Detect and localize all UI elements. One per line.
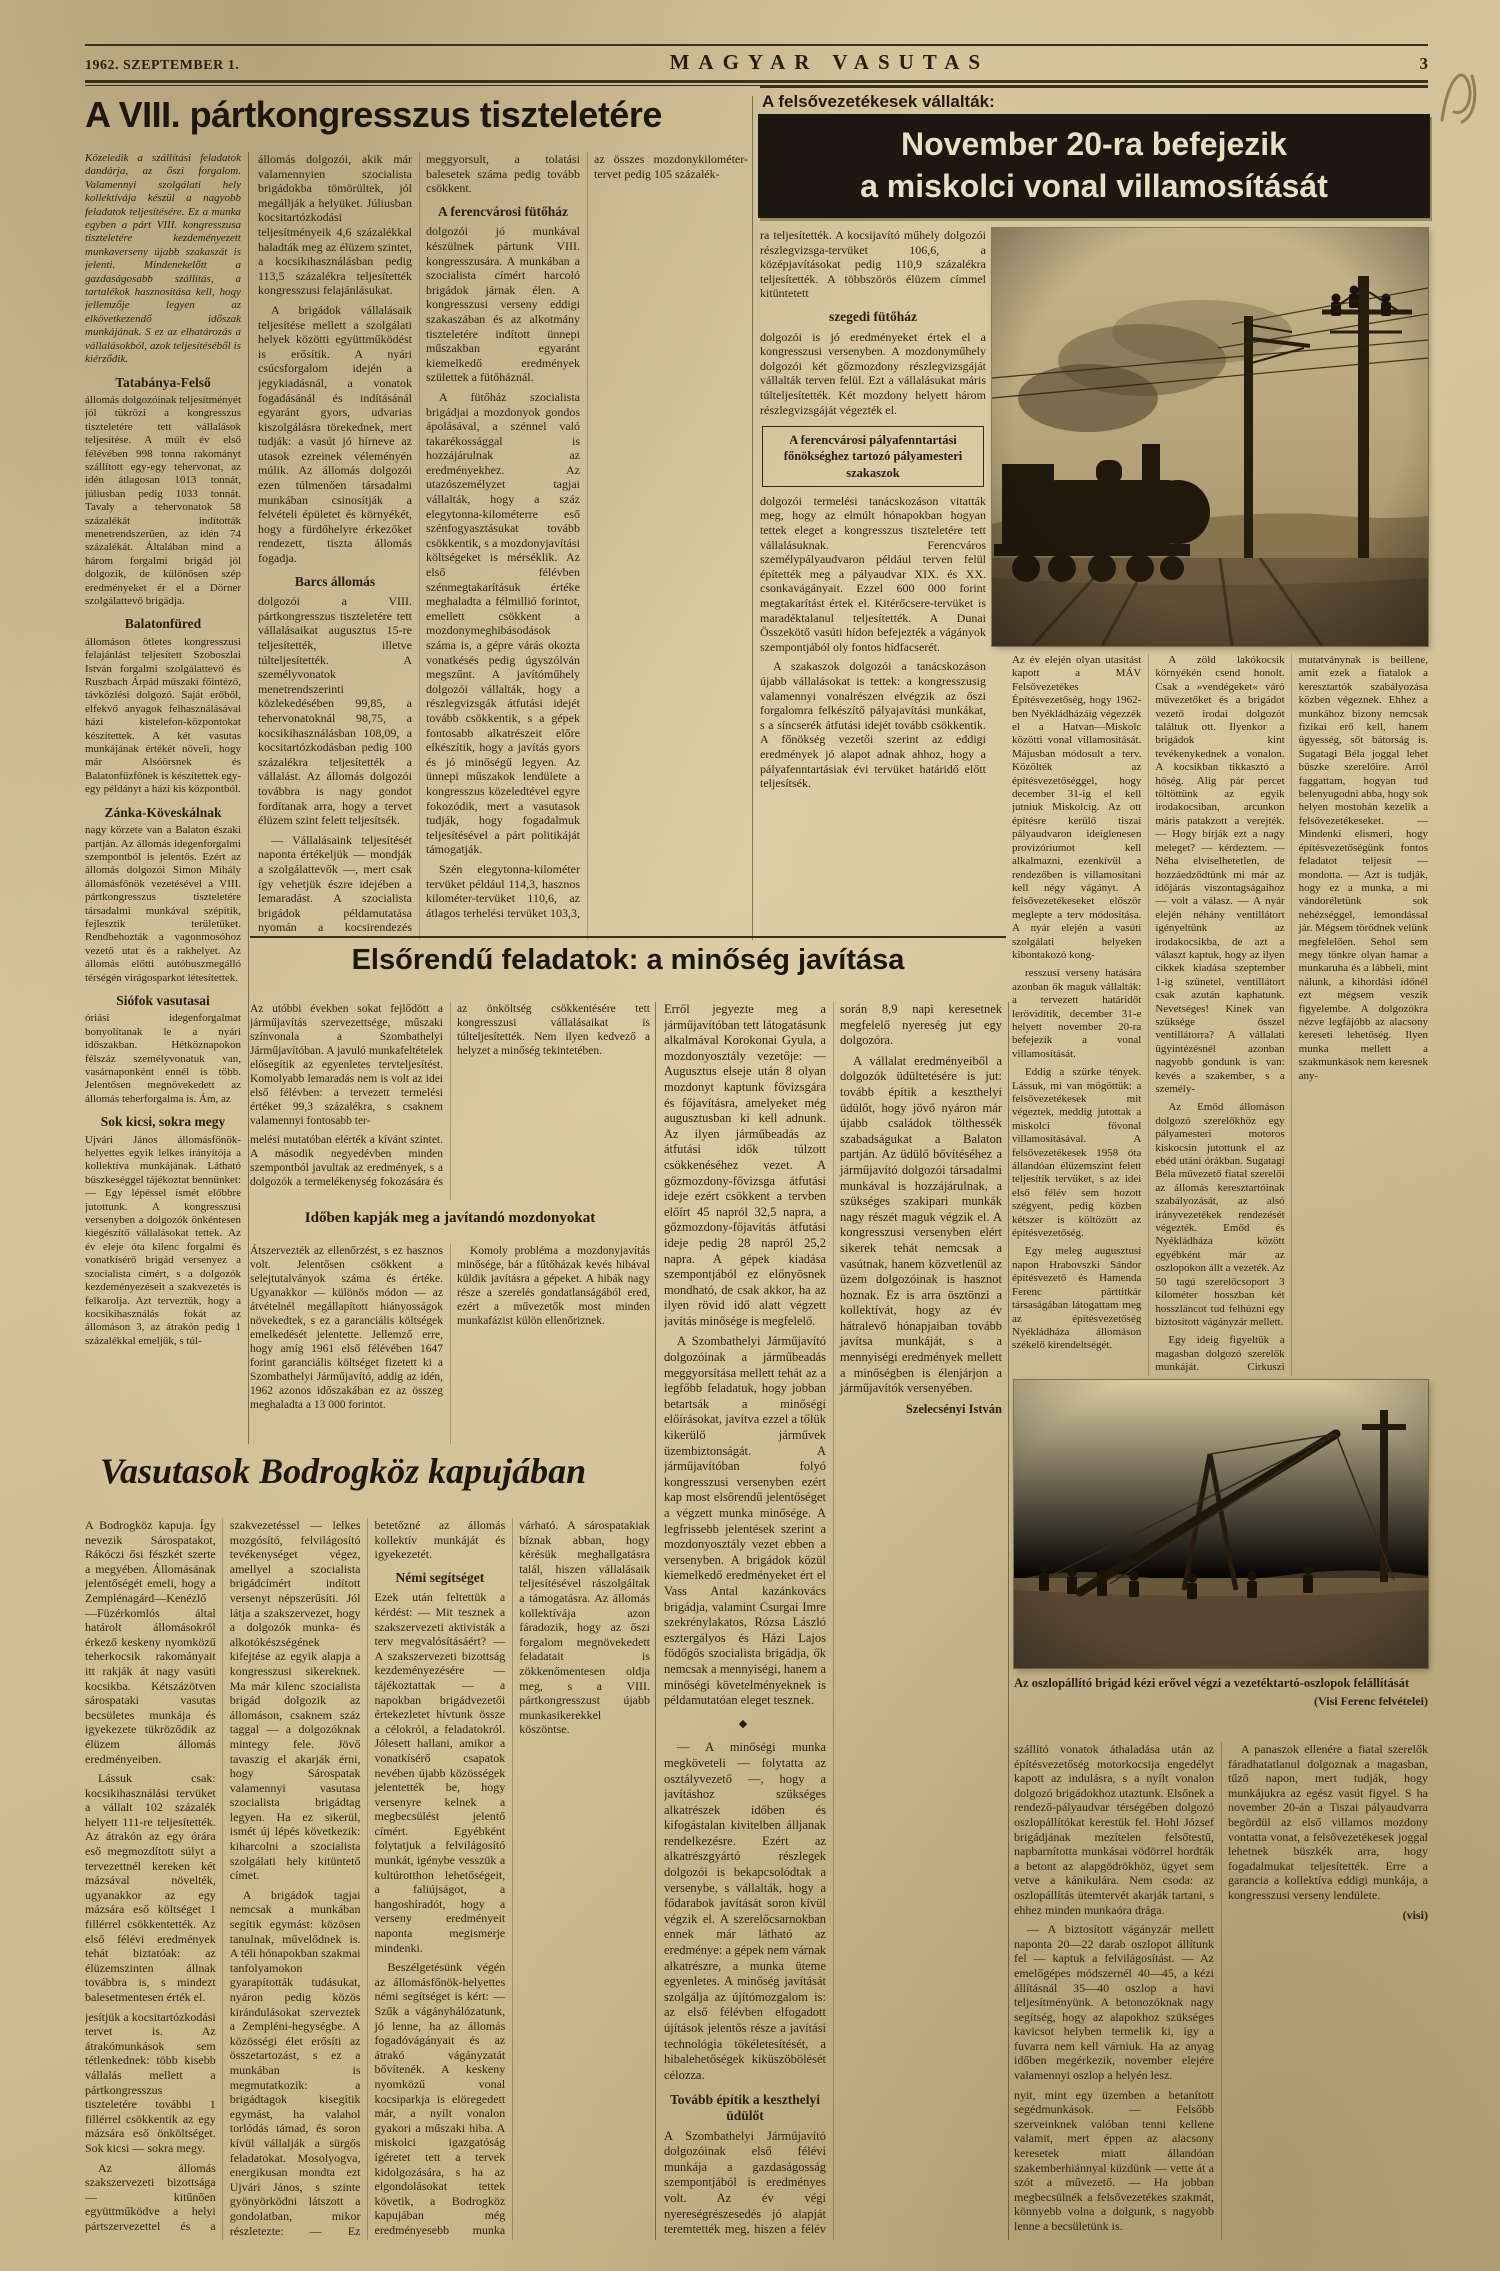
body-text: A Bodrogköz kapuja. Így nevezik Sárospatakot, Rákóczi ősi fészkét szerte a megyében. Állomásának jelentőségét emeli, hogy a Zemplénagárd—Kenézlő—Füzérkomlós által határolt állomásokról érkező keskeny nyomközű teherkocsik rakományait itt rakják át nagy vasúti kocsikba. Kétszázötven sárospataki vasutas becsületes munkája és igyekezete tükröződik az élüzem állomás eredményeiben.	[85, 1518, 216, 1766]
pole-raising-photo-image	[1014, 1380, 1428, 1668]
subheading-palyafenntartas-box: A ferencvárosi pályafenntartási főnökséghez tartozó pályamesteri szakaszok	[762, 426, 984, 487]
page-number: 3	[1419, 54, 1428, 73]
body-text: nyit, mint egy üzemben a betanított segédmunkások. — Felsőbb szerveinknek valóban tenni kellene valamit, mert éppen az alacsony keresetek miatt állandóan szakemberhiánnyal küzdünk — vette át a szót a művezető. — Ha jobban megbecsülnék a felsővezetékes szakmát, könnyebb volna a dolgunk, s nagyobb lenne a becsületünk is.	[1014, 2087, 1214, 2233]
paper-title: MAGYAR VASUTAS	[669, 50, 990, 74]
author-signature: Szelecsényi István	[905, 1401, 1002, 1416]
catenary-locomotive-photo	[992, 228, 1428, 646]
congress-columns-2-4	[258, 152, 748, 940]
quality-left-bottom	[250, 1244, 650, 1444]
photo-credit: (Visi Ferenc felvételei)	[1314, 1693, 1428, 1708]
body-text: Az állomás szakszervezeti bizottsága — kitűnően együttműködve a helyi pártszervezettel és a szakvezetéssel — lelkes mozgósító, felvilágosító tevékenységet végez, amellyel a szocialista brigádcímért indított versenyt népszerűsíti. Jól látja a szakszervezet, hogy a dolgozók munka- és alkotókészségének kifejtése az egyik alapja a kongresszusi sikereknek. Ma már kilenc szocialista brigád dolgozik az állomáson, csaknem száz taggal — a dolgozóknak mintegy fele. Jövő tavaszig el akarják érni, hogy Sárospatak valamennyi vasutasa szocialista brigádtag legyen. Ha ez sikerül, ismét új lépés következik: kiharcolni a szocialista szolgálati hely kitüntető címet.	[85, 1518, 361, 2233]
body-text: — Vállalásaink teljesítését naponta értékeljük — mondják a szolgálattevők —, mert csak így vehetjük észre idejében a lemaradást. A szocialista brigádok példamutatása nyomán a kocsirendezés meggyorsult, a tolatási balesetek száma pedig tovább csökkent.	[258, 152, 580, 935]
body-text: A szakaszok dolgozói a tanácskozáson újabb vállalásokat is tettek: a kongresszusig valamennyi vonalrészen elvégzik az őszi forgalomra felkészítő pályajavítási munkákat, s a síncserék átfutási idejét tovább csökkentik. A főnökség vezetői szerint az eddigi eredmények jó alapot adnak ahhoz, hogy a pályafenntartásiak évi tervüket határidő előtt teljesítsék.	[760, 659, 986, 791]
body-text: A vállalat eredményeiből a dolgozók üdültetésére is jut: tovább építik a keszthelyi üdülőt, hogy jövő nyáron már újabb családok tölthessék szabadságukat a Balaton partján. Az üdülő bővítéséhez a járműjavító dolgozói társadalmi munkával is hozzájárulnak, a szükséges szakipari munkák nagy részét maguk végzik el. A kongresszusi versenyben elért sikerek tehát nemcsak a vasútnak, hanem közvetlenül az üzem dolgozóinak is hasznot hoznak. Ez is arra ösztönzi a kollektívát, hogy az év hátralevő hónapjaiban tovább javítsa munkáját, s a mennyiségi eredmények mellett a minőségben is élenjárjon a járműjavítók versenyében.	[840, 1053, 1002, 1396]
body-text: jesítjük a kocsitartózkodási tervet is. Az átrakómunkások sem tétlenkednek: több kisebb vállalás mellett a pártkongresszus tiszteletére további 1 fillérrel csökkentik az egy mázsára eső önköltséget. Sok kicsi — sokra megy.	[85, 2009, 216, 2155]
body-text: Komoly probléma a mozdonyjavítás minősége, bár a fűtőházak kevés hibával küldik javításra a gépeket. A hibák nagy része a szerelés gondatlanságából ered, ezért a művezetők most minden munkafázist külön ellenőriznek.	[457, 1245, 650, 1327]
body-text: dolgozói termelési tanácskozáson vitatták meg, hogy az elmúlt hónapokban hogyan tettek eleget a kongresszus tiszteletére tett vállalásuknak. Ferencváros személypályaudvaron például terven felül építették meg a pályaudvar XIX. és XX. csonkavágányait. Ezzel 600 000 forint megtakarítást értek el. Kitérőcsere-tervüket is maradéktalanul teljesítették. A Dunai Összekötő vasúti hídon befejezték a vágányok szempontjából oly fontos hídfacserét.	[760, 493, 986, 654]
bodrogkoz-headline: Vasutasok Bodrogköz kapujában	[100, 1451, 587, 1491]
subheading-balatonfured: Balatonfüred	[124, 616, 202, 632]
body-text: Eddig a szürke tények. Lássuk, mi van mögöttük: a felsővezetékesek mit végeztek, meddig jutottak a miskolci fővonal villamosításával. A felsővezetékesek 1958 óta állandóan élüzemszint felett teljesítik tervüket, s az idei első félév sem hozott szégyent, pedig közben kétszer is költözött az építésvezetőség.	[1012, 1066, 1142, 1240]
body-text: dolgozói a VIII. pártkongresszus tiszteletére tett vállalásaikat augusztus 15-re teljesítették, illetve túlteljesítették. A személyvonatok menetrendszerinti közlekedésében 99,85, a tehervonatoknál 98,75, a kocsikihasználásban 108,09, a kocsitartózkodásban pedig 100 százalékra teljesítették a vállalást. Az állomás dolgozói továbbra is nagy gondot fordítanak arra, hogy a tervet élüzem szint felett teljesítsék.	[258, 594, 412, 828]
subheading-barcs: Barcs állomás	[294, 573, 376, 589]
subheading-keszthelyi-udulo: Tovább építik a keszthelyi üdülőt	[670, 2092, 820, 2123]
body-text: melési mutatóban elérték a kívánt szintet. A második negyedévben minden szempontból javultak az eredmények, s a dolgozók a termelékenység fokozására és az önköltség csökkentésére tett kongresszusi vállalásaikat is túlteljesítették. Nem ilyen kedvező a helyzet a minőség tekintetében.	[250, 1003, 650, 1188]
body-text: Ezek után feltettük a kérdést: — Mit tesznek a szakszervezeti aktivisták a terv megvalósításáért? — A szakszervezeti bizottság kezdeményezésére — tájékoztattak — a napokban brigádvezetői értekezletet hívtunk össze a célokról, a feladatokról. Jólesett hallani, amikor a vonatkísérő csapatok nevében újabb közösségek jelentették be, hogy versenyre kelnek a megbecsülést jelentő címért. Egyébként folytatjuk a felvilágosító munkát, igénybe vesszük a kultúrotthon lehetőségeit, a faliújságot, a hangoshíradót, hogy a verseny eredményeit naponta megismerje mindenki.	[374, 1590, 506, 1955]
body-text: ra teljesítették. A kocsijavító műhely dolgozói részlegvizsga-tervüket 106,6, a középjavításokat pedig 110,9 százalékra teljesítették. A többszörös élüzem címmel kitüntetett	[760, 228, 986, 301]
bodrogkoz-columns	[85, 1518, 650, 2240]
catenary-locomotive-photo-image	[992, 228, 1428, 646]
body-text: Egy ideig figyeltük a magasban dolgozó szerelők munkáját. Cirkuszi mutatványnak is beillene, amit ezek a fiatalok a keresztartók szabályozása közben végeznek. Ehhez a munkához bizony nemcsak fizikai erő kell, hanem ügyesség, sőt bátorság is. Sugatagi Béla joggal lehet büszke szerelőire. Arról faggattam, hogyan tud belenyugodni abba, hogy sok helyen mostohán kezelik a felsővezetékeseket. — Mindenki elismeri, hogy építésvezetőségünk fontos feladatot teljesít — mondotta. — Azt is tudják, hogy ez a munka, a mi vándoréletünk sok nehézséggel, lemondással jár. Mégsem törődnek velünk megfelelően. Sehol sem megy tönkre olyan hamar a munkaruha és a lábbeli, mint nálunk, a kihordási időnél ezt mégsem veszik figyelembe. A dolgozókra nézve legfájóbb az alacsony kereseti lehetőség. Ilyen munka mellett a szakmunkások nem keresnek any-	[1155, 654, 1428, 1374]
body-text: Lássuk csak: kocsikihasználási tervüket a vállalt 102 százalék helyett 111-re teljesítették. Az átrakón az egy órára eső megmozdított súlyt a tervezettnél kereken két mázsával növelték, ugyanakkor az egy mázsára eső költséget 1 fillérrel csökkentették. Az első félévi eredmények tehát biztatóak: az élüzemszinten állnak továbbra is, s mindezt balesetmentesen érték el.	[85, 1771, 216, 2004]
section-divider	[655, 1002, 656, 2240]
body-text: szállító vonatok áthaladása után az építésvezetőség motorkocsija engedélyt kapott az indulásra, s a nyílt vonalon dolgozó brigádokhoz utaztunk. Elsőnek a rendező-pályaudvar térségében dolgozó oszlopállítókat kerestük fel. Hohl József brigádjának mezítelen felsőtestű, napbarnította munkásai vödörrel hordták a betont az alapgödrökhöz, ügyet sem vetve a kánikulára. Nem csoda: az oszlopállítás ütemtervét akarják tartani, s ehhez minden munkaóra drága.	[1014, 1742, 1214, 1917]
subheading-nemi-segitseget: Némi segítséget	[395, 1569, 485, 1585]
quality-right-columns	[664, 1002, 1002, 2240]
masthead-rule-bottom	[85, 80, 1428, 83]
column-divider	[248, 152, 249, 1444]
congress-column-1	[85, 152, 241, 1444]
body-text: dolgozói jó munkával készülnek pártunk VIII. kongresszusára. A munkában a szocialista címért harcoló brigádok járnak élen. A kongresszusi verseny eddigi szakaszában és az alkotmány tiszteletére indított ünnepi műszakban egyaránt kiemelkedő eredmények születtek a fütőháznál.	[426, 224, 580, 385]
section-divider	[1008, 1002, 1009, 2240]
quality-banner-headline: Elsőrendű feladatok: a minőség javítása	[351, 944, 905, 976]
body-text: A Szombathelyi Járműjavító dolgozóinak első félévi munkája a gazdaságosság szempontjából is eredményes volt. Az év végi nyereségrészesedés jó alapját teremtették meg, hiszen a félév során 8,9 napi keresetnek megfelelő nyereség jut egy dolgozóra.	[664, 1002, 1002, 2237]
body-text: Az év elején olyan utasítást kapott a MÁV Felsővezetékes Építésvezetőség, hogy 1962-ben Nyékládházáig végezzék el a Hatvan—Miskolc közötti vonal villamosítását. Májusban módosult a terv. Közölték az építésvezetőséggel, hogy december 31-ig el kell jutniuk Miskolcig. Az ott építésre kerülő tiszai pályaudvaron ideiglenesen provizóriumot kell alkalmazni, ezenkívül a rendezőben is villamosítani kell négy vágányt. A felsővezetékeseket először meglepte a terv módosítása. A nyár elején a vasúti szolgálati helyeken kibontakozó kong-	[1012, 654, 1142, 961]
electrification-headline	[758, 114, 1430, 218]
subheading-sok-kicsi: Sok kicsi, sokra megy	[100, 1114, 226, 1130]
author-signature: (visi)	[1402, 1907, 1428, 1922]
pole-raising-photo	[1014, 1380, 1428, 1668]
body-text: Egy meleg augusztusi napon Hrabovszki Sándor építésvezető és Hamenda Ferenc párttitkár társaságában látogattam meg az építésvezetőség Nyékládháza állomáson székelő kirendeltségét.	[1012, 1245, 1142, 1352]
body-text: Az Emőd állomáson dolgozó szerelőkhöz egy pályamesteri motoros kiskocsin jutottunk el az ebéd utáni órákban. Sugatagi Béla művezető fiatal szerelői az állomás keresztartóinak szabályozását, az alsó irányvezetékek rendezését végezték. Emőd és Nyékládháza között egyébként már az oszlopokon állt a vezeték. Az 50 tagú szerelőcsoport 3 kilométer hosszban két hosszláncot tud felhúzni egy biztosított vágányzár mellett.	[1155, 1101, 1285, 1328]
body-text: A fütőház szocialista brigádjai a mozdonyok gondos ápolásával, a szénnel való takarékossággal is hozzájárulnak az eredményekhez. Az utazószemélyzet tagjai vállalták, hogy a száz elegytonna-kilométerre eső szénfogyasztásukat tovább csökkentik, s a mozdonyjavítási költségeket is mérséklik. Az első félévben szénmegtakarításuk értéke meghaladta a félmillió forintot, emellett csökkent a mozdonymeghibásodások száma is, a gépre várás okozta vonatkésés pedig úgyszólván megszűnt. A javítóműhely dolgozói vállalták, hogy a részlegvizsgák átfutási idejét tovább csökkentik, s a gépek fontosabb alkatrészeit előre elkészítik, hogy a javítás gyors és jó minőségű legyen. Az ünnepi műszakok lendülete a kongresszus közeledtével egyre fokozódik, mert a vasutasok tudják, hogy fogadalmuk teljesítésével a párt politikáját támogatják.	[426, 389, 580, 857]
body-text: Ujvári János állomásfőnök-helyettes egyik lelkes irányítója a kollektíva munkájának. Látható büszkeséggel tájékoztat bennünket: — Egy lépéssel ismét előbbre jutottunk. A kongresszusi versenyben a dolgozók önkéntesen kiegészítő vállalásokat tettek. Az év eleje óta kilenc forgalmi és vonatkísérő brigád versenyez a szocialista címért, s a dolgozók kezdeményezéseit a szakvezetés is felkarolja. Azt terveztük, hogy a kocsikihasználás fokát az állomáson 3, az átrakón pedig 1 százalékkal emeljük, s túl-	[85, 1133, 241, 1347]
body-text: Átszervezték az ellenőrzést, s ez hasznos volt. Jelentősen csökkent a selejtutalványok száma és értéke. Ugyanakkor — különös módon — az átvételnél megállapított hiányosságok növekedtek, s ez a garanciális költségek emelkedését jelentette. Jellemző erre, hogy amíg 1961 első félévében 1647 forint garanciális költséget fizetett ki a Szombathelyi Járműjavító, addig az idén, 1962 azonos időszakában ez az összeg meghaladta a 13 000 forintot.	[250, 1245, 443, 1411]
kicker-rule	[760, 86, 1428, 88]
body-text: óriási idegenforgalmat bonyolítanak le a nyári időszakban. Hétköznapokon félszáz személyvonatuk van, vasárnaponként ennél is több. Jelentősen megnövekedett az állomás teherforgalma is. Ám, az	[85, 1012, 241, 1105]
photo-caption	[1014, 1676, 1428, 1709]
congress-headline: A VIII. pártkongresszus tiszteletére	[85, 94, 662, 135]
body-text: — A minőségi munka megköveteli — folytatta az osztályvezető —, hogy a javításhoz szükséges alkatrészek időben és kifogástalan kivitelben álljanak rendelkezésre. Ezért az alkatrészgyártó részlegek dolgozói is bekapcsolódtak a versenybe, s vállalták, hogy a fődarabok javítását soron kívül végzik el. A szerelőcsarnokban ennek már látható az eredménye: a gépek nem várnak alkatrészre, a munka üteme egyenletes. A minőség javítását szolgálja az újítómozgalom is: az első félévben elfogadott újítások jelentős része a javítási technológia tökéletesítését, a hibalehetőségek kiküszöbölését célozza.	[664, 1740, 826, 2082]
congress-intro: Közeledik a szállítási feladatok dandárja, az őszi forgalom. Valamennyi szolgálati hely kollektívája készül a nagyobb feladatok teljesítésére. Ez a munka egyben a párt VIII. kongresszusa tiszteletére kezdeményezett munkaverseny újabb szakaszát is jelenti. Mindenekelőtt a gazdaságosabb szállítás, a tartalékok hasznosítása kell, hogy jellemzője legyen az elkövetkezendő időszak munkájának. S ez az elhatározás a vállalásokból, azok teljesítéséből is kiérződik.	[85, 152, 241, 366]
body-text: A zöld lakókocsik környékén csend honolt. Csak a »vendégeket« váró művezetőket és a brigádot vezető irodai dolgozót találtuk ott. Ilyenkor a brigádok kint tevékenykednek a vonalon. A kocsikban tikkasztó a hőség. Alig pár percet töltöttünk az egyik irodakocsiban, arcunkon máris patakzott a verejték. — Hogy bírják ezt a nagy meleget? — kérdeztem. — Néha elviselhetetlen, de hozzáedződtünk mi már az időjárás viszontagságaihoz — volt a válasz. — A nyár elején néhány ventillátort igényeltünk az irodakocsikba, de azt a választ kaptuk, hogy az ilyen cikkek kiadása szeptember 1-ig szünetel, ventillátort csak azután kaphatunk. Nevetséges! Kinek van szüksége ősszel ventillátorra? A vállalati ügyintézésnél azonban nagyobb gondunk is van: kevés a szakember, s a személy-	[1155, 654, 1285, 1095]
photo-caption-text: Az oszlopállító brigád kézi erővel végzi a vezetéktartó-oszlopok felállítását	[1014, 1676, 1410, 1690]
electrification-kicker: A felsővezetékesek vállalták:	[762, 92, 995, 111]
body-text: A panaszok ellenére a fiatal szerelők fáradhatatlanul dolgoznak a magasban, tűző napon, mert tudják, hogy munkájukra az egész vasút figyel. S ha november 20-án a Tiszai pályaudvarra begördül az első villamos mozdony vontatta vonat, a felsővezetékesek joggal lehetnek büszkék arra, hogy fogadalmukat teljesítették. Erre a garancia a kollektíva eddigi munkája, a kongresszusi verseny lendülete.	[1228, 1742, 1428, 1902]
subheading-idoben-kapjak: Időben kapják meg a javítandó mozdonyokat	[304, 1210, 596, 1226]
body-text: állomás dolgozói, akik már valamennyien szocialista brigádokba tömörültek, jól megállják a helyüket. Júliusban kocsitartózkodási teljesítményeik 4,6 százalékkal haladták meg az élüzem szintet, a kocsikihasználásban pedig 113,5 százalékra teljesítették kongresszusi felajánlásukat.	[258, 152, 412, 298]
electrification-bottom-columns	[1014, 1742, 1428, 2240]
pencil-mark	[1432, 58, 1486, 130]
masthead	[85, 50, 1428, 75]
subheading-zanka: Zánka-Köveskálnak	[104, 804, 222, 820]
subheading-szegedi-futohaz: szegedi fütőház	[828, 308, 918, 324]
body-text: dolgozói is jó eredményeket értek el a kongresszusi versenyben. A mozdonyműhely dolgozói két gőzmozdony részlegvizsgáját vállalták terven felül. Ezt a vállalásukat máris túlteljesítették. Két mozdony helyett három részlegvizsgáját végezték el.	[760, 329, 986, 417]
issue-date: 1962. SZEPTEMBER 1.	[85, 58, 240, 73]
body-text: Beszélgetésünk végén az állomásfőnök-helyettes némi segítséget is kért: — Szűk a vágányhálózatunk, jó lenne, ha az állomás fogadóvágányait és az átrakó vágányzatát bővítenék. A keskeny nyomközű vonal kocsiparkja is elöregedett már, a nyílt vonalon gyakori a műszaki hiba. A miskolci igazgatóság ígéretet tett a tervek kidolgozására, s ha az elgondolásokat tettek követik, a Bodrogköz kapujában még eredményesebb munka várható. A sárospatakiak bíznak abban, hogy kérésük meghallgatásra talál, hiszen vállalásaik teljesítésével rászolgáltak a támogatásra. Az állomás kollektívája azon fáradozik, hogy az őszi forgalom megnövekedett feladatait is zökkenőmentesen oldja meg, s a VIII. pártkongresszust újabb munkasikerekkel köszöntse.	[374, 1518, 650, 2237]
depot-column	[760, 228, 986, 940]
quality-left-top	[250, 1002, 650, 1200]
section-divider	[752, 96, 753, 940]
subheading-siofok: Siófok vasutasai	[116, 992, 210, 1008]
body-text: A brigádok vállalásaik teljesítése mellett a szolgálati helyek közötti együttműködést is erősítik. A nyári csúcsforgalom idején a jegykiadásnál, a vonatok fogadásánál és indításánál egyaránt gyors, udvarias kiszolgálásra törekednek, mert tudják: a vasút jó hírneve az utasok ezreinek véleményén múlik. Az állomás dolgozói ezen túlmenően társadalmi munkában csinosítják a felvételi épületet és környékét, hogy a fürdőhelyre érkezőket rendezett, tiszta állomás fogadja.	[258, 302, 412, 566]
body-text: resszusi verseny hatására azonban ők maguk vállalták: a tervezett határidőt lerövidítik, december 31-e helyett november 20-ra befejezik a vonal villamosítását.	[1012, 967, 1142, 1060]
headline-line-1: November 20-ra befejezik	[901, 126, 1287, 163]
body-text: állomáson ötletes kongresszusi felajánlást teljesített Szoboszlai István forgalmi szolgálattevő és Ruszbach Árpád műszaki főintéző, távközlési dolgozó. Saját erőből, elfekvő anyagok felhasználásával házi kistelefon-központokat készítettek. A két vasutas munkájának értékét növeli, hogy már Alsóörsnek és Balatonfűzfőnek is készítettek egy-egy példányt a házi kis központból.	[85, 635, 241, 796]
body-text: Szén elegytonna-kilométer tervüket például 114,3, hasznos kilométer-tervüket 110,6, az átlagos terhelési tervüket 103,3, az összes mozdonykilométer-tervet pedig 105 százalék-	[426, 152, 748, 920]
body-text: — A biztosított vágányzár mellett naponta 20—22 darab oszlopot állítunk fel — kaptuk a felvilágosítást. — Az emelőgépes módszernél 40—45, a kézi állításnál 35—40 oszlop a havi teljesítményünk. A betonozóknak nagy segítség, hogy az alapokhoz szükséges kavicsot helyben termelik ki, így a fuvarra nem kell várniuk. Ha az anyag időben megérkezik, november elejére valamennyi oszlop a helyén lesz.	[1014, 1922, 1214, 2083]
body-text: nagy körzete van a Balaton északi partján. Az állomás idegenforgalmi szempontból is jelentős. Ezért az állomás dolgozói Simon Mihály állomásfőnök vezetésével a VIII. pártkongresszus tiszteletére társadalmi munkával szépítik, fejlesztik területüket. Rendbehozták a vagonmosóhoz vezető utat és a rakhelyet. Az állomás előtti autóbuszmegálló térségén virágosparkot létesítettek.	[85, 824, 241, 984]
masthead-rule-top	[85, 44, 1428, 46]
body-text: A Szombathelyi Járműjavító dolgozóinak a járműbeadás meggyorsítása mellett tehát az a legfőbb feladatuk, hogy jobban betartsák a minőségi előírásokat, javítva ezzel a tőlük kikerülő járművek üzembiztonságát. A járműjavítóban folyó kongresszusi versenyben ezért kap most elsőrendű jelentőséget a végzett munka minősége. A legfrissebb jelentések szerint a mozdonyosztály vezet ebben a versenyben. A brigádok közül kiemelkedő eredményeket ért el Vass Antal kazánkovács brigádja, valamint Csurgai Imre szekrénylakatos, Rózsa László esztergályos és Házi Lajos födőgős szocialista brigádja, ők nemcsak a mennyiségi, hanem a minőségi követelményeknek is példamutatóan eleget tesznek.	[664, 1334, 826, 1708]
diamond-ornament: ◆	[738, 1717, 752, 1730]
banner-rule	[250, 936, 1006, 938]
body-text: A brigádok tagjai nemcsak a munkában segítik egymást: közösen tanulnak, művelődnek is. A téli hónapokban szakmai tanfolyamokon gyarapították tudásukat, nyáron pedig közös kirándulásokat szerveztek a Zempléni-hegységbe. A közösségi élet erősíti az összetartozást, s ez a munkában is megmutatkozik: a brigádtagok kisegítik egymást, ha valahol torlódás támad, és soron kívül vállalják a sürgős feladatokat. Mosolyogva, energikusan mondta ezt Ujvári János, s szinte gyönyörködni látszott a gondolatban, mikor részletezte: — Ez betetőzné az állomás kollektív munkáját és igyekezetét.	[229, 1518, 506, 2238]
subheading-ferencvarosi-futohaz: A ferencvárosi fütőház	[438, 203, 568, 219]
subheading-tatabanya: Tatabánya-Felső	[115, 374, 211, 390]
electrification-columns	[1012, 654, 1428, 1376]
body-text: állomás dolgozóinak teljesítményét jól tükrözi a kongresszus tiszteletére tett vállalások teljesítése. A múlt év első félévében 998 tonna rakományt szállított egy-egy tehervonat, az idén átlagosan 1013 tonnát, júliusban pedig 1033 tonnát. Tavaly a tehervonatok 58 százalékát indították menetrendszerűen, az idén 74 százalékát. Általában mind a három forgalmi brigád jól dolgozik, de különösen szép eredményeket ér el a Dörner szolgálattevő brigádja.	[85, 393, 241, 607]
headline-line-2: a miskolci vonal villamosítását	[860, 168, 1328, 204]
body-text: Erről jegyezte meg a járműjavítóban tett látogatásunk alkalmával Korokonai Gyula, a mozdonyosztály vezetője: — Augusztus elseje után 8 olyan mozdonyt kaptunk fővizsgára és főjavításra, amelyeket még augusztusban ki kell adnunk. Az ilyen járműbeadás az átfutási idők túlzott csökkenéséhez vezet. A gőzmozdony-fővizsga átfutási ideje ezért csökkent a tervben előírt 45 napról 32,5 napra, a gőzmozdony-főjavítás átfutási ideje pedig 28 napról 25,2 napra. A gépek kiadása szempontjából ez előnyösnek mondható, de csak akkor, ha az ilyen rövid idő alatt végzett javítás minősége is megfelelő.	[664, 1002, 826, 1328]
body-text: Az utóbbi években sokat fejlődött a járműjavítás szervezettsége, műszaki színvonala a Szombathelyi Járműjavítóban. A javuló munkafeltételek elősegítik az egyenletes tervteljesítést. Komolyabb lemaradás nem is volt az idei első félévben: a tervezett termelési értéket 99,3 százalékra, s csaknem valamennyi fontosabb ter-	[250, 1003, 443, 1127]
